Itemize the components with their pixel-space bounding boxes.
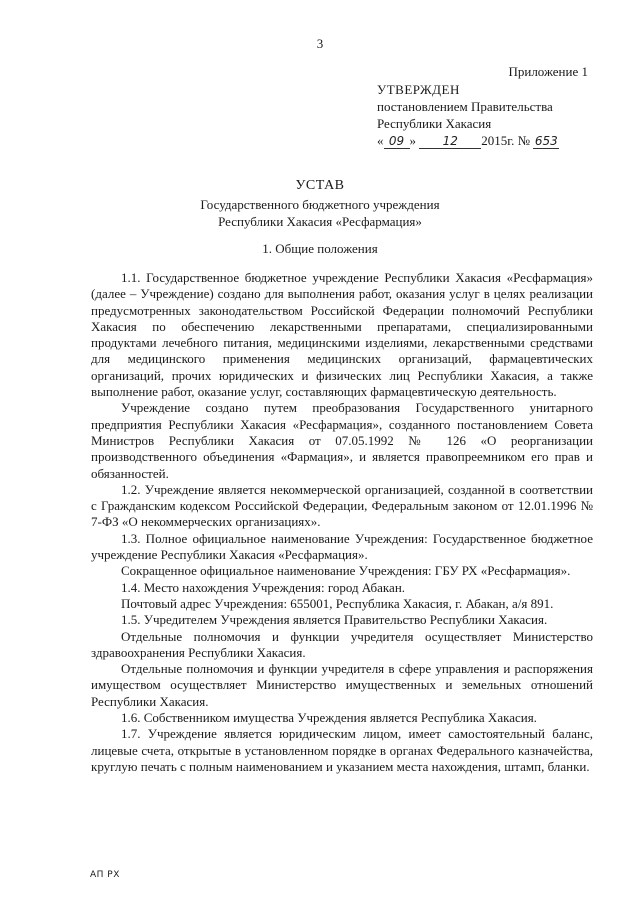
paragraph-health-ministry: Отдельные полномочия и функции учредителя осуществляет Министерство здравоохранения Республики Хакасия. <box>91 628 593 660</box>
document-title: УСТАВ <box>295 178 345 193</box>
paragraph-short-name: Сокращенное официальное наименование Учреждения: ГБУ РХ «Ресфармация». <box>121 563 571 579</box>
annex-label: Приложение 1 <box>508 64 588 79</box>
paragraph-1-3: 1.3. Полное официальное наименование Учреждения: Государственное бюджетное учреждение Республики Хакасия «Ресфармация». <box>91 530 593 563</box>
paragraph-creation: Учреждение создано путем преобразования Государственного унитарного предприятия Республики Хакасия «Ресфармация», созданного постановлением Совета Министров Республики Хакасия от 07.05.1992 № 126 «О реорганизации производственного объединения «Фармация», и является правопреемником его прав и обязанностей. <box>91 400 593 481</box>
approval-line-2: Республики Хакасия <box>377 116 492 131</box>
quote-close: » <box>409 133 416 148</box>
approval-line-1: постановлением Правительства <box>377 99 553 114</box>
paragraph-1-5: 1.5. Учредителем Учреждения является Правительство Республики Хакасия. <box>121 612 548 628</box>
page-number: 3 <box>316 36 324 51</box>
footer-code: АП РХ <box>90 870 120 880</box>
approval-number: 653 <box>534 134 558 148</box>
subtitle-line-1: Государственного бюджетного учреждения <box>200 197 440 212</box>
paragraph-property-ministry: Отдельные полномочия и функции учредителя в сфере управления и распоряжения имуществом осуществляет Министерство имущественных и земельных отношений Республики Хакасия. <box>91 661 593 709</box>
approval-day: 09 <box>384 135 410 149</box>
approval-date-line <box>377 132 559 149</box>
approval-year: 2015г. № <box>481 133 531 148</box>
paragraph-1-1: 1.1. Государственное бюджетное учреждение Республики Хакасия «Ресфармация» (далее – Учреждение) создано для выполнения работ, оказания услуг в целях реализации предусмотренных законодательством Российской Федерации полномочий Республики Хакасия по обеспечению лекарственными препаратами, специализированными продуктами лечебного питания, медицинскими изделиями, лекарственными средствами для медицинского применения медицинских организаций, фармацевтических организаций, прочих юридических и физических лиц Республики Хакасия, а также выполнение работ, оказание услуг, составляющих фармацевтическую деятельность. <box>91 270 593 400</box>
paragraph-1-4: 1.4. Место нахождения Учреждения: город Абакан. <box>121 579 406 595</box>
subtitle-line-2: Республики Хакасия «Ресфармация» <box>218 214 422 229</box>
paragraph-postal-address: Почтовый адрес Учреждения: 655001, Республика Хакасия, г. Абакан, а/я 891. <box>121 595 554 611</box>
section-heading: 1. Общие положения <box>262 241 378 256</box>
approval-month: 12 <box>419 135 481 149</box>
paragraph-1-7: 1.7. Учреждение является юридическим лицом, имеет самостоятельный баланс, лицевые счета, открытые в установленном порядке в органах Федерального казначейства, круглую печать с полным наименованием и указанием места нахождения, штамп, бланки. <box>91 726 593 774</box>
paragraph-1-2: 1.2. Учреждение является некоммерческой организацией, созданной в соответствии с Гражданским кодексом Российской Федерации, Федеральным законом от 12.01.1996 № 7-ФЗ «О некоммерческих организациях». <box>91 481 593 530</box>
paragraph-1-6: 1.6. Собственником имущества Учреждения является Республика Хакасия. <box>121 710 537 726</box>
document-subtitle <box>0 196 640 230</box>
approval-block <box>377 81 559 149</box>
document-body <box>91 270 593 775</box>
quote-open: « <box>377 133 384 148</box>
approval-heading: УТВЕРЖДЕН <box>377 82 460 97</box>
